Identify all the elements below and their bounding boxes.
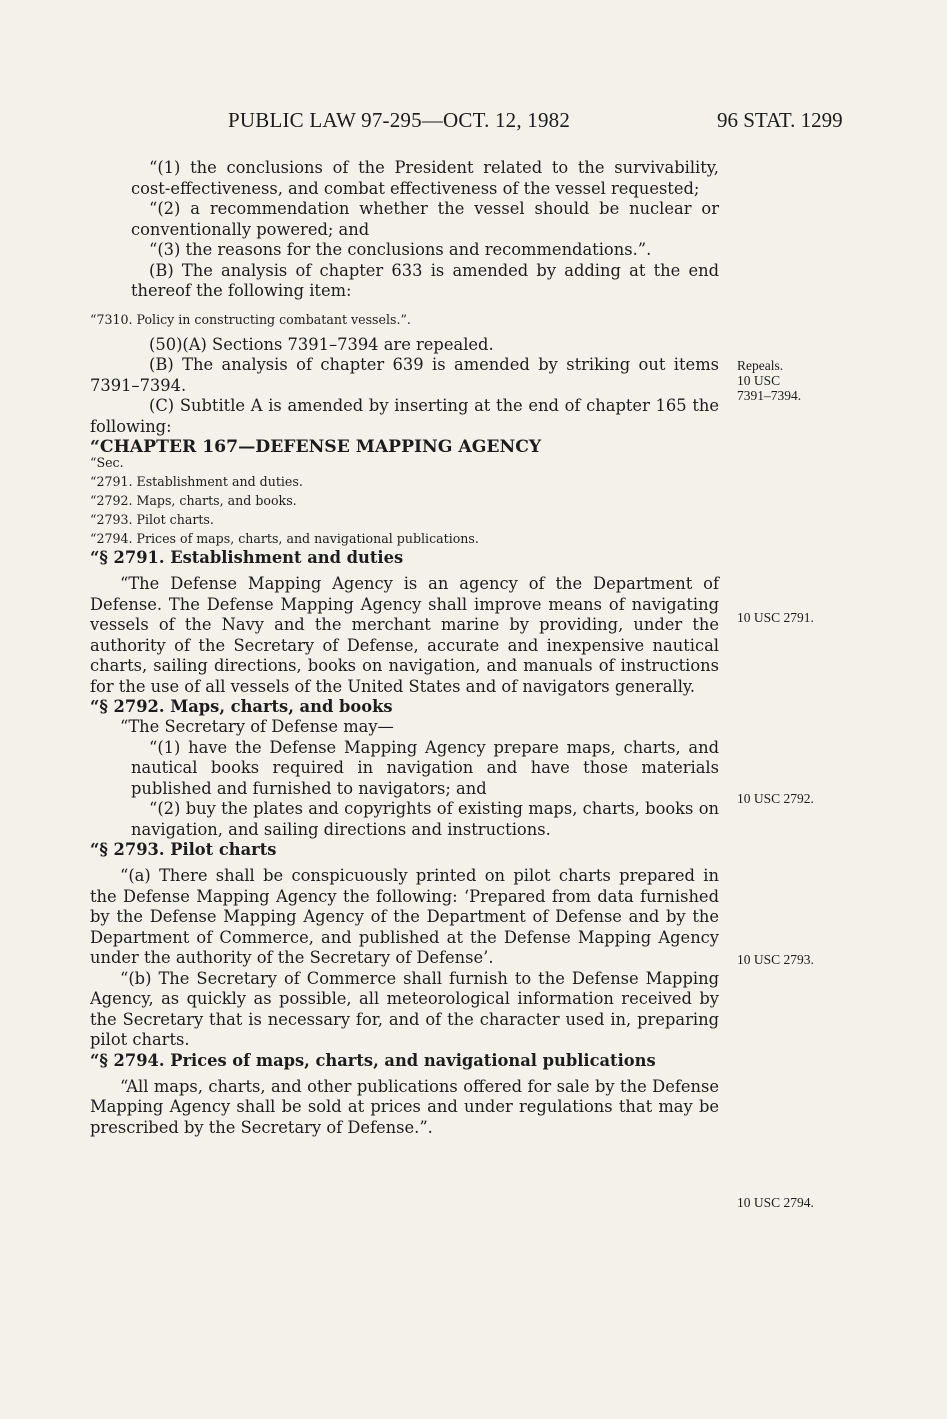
section-item-2792-2: “(2) buy the plates and copyrights of existing maps, charts, books on navigation, and sailing directions and instructions. [131,799,719,839]
section-text-2791: “The Defense Mapping Agency is an agency of the Department of Defense. The Defense Mapping Agency shall improve means of navigating vessels of the Navy and the merchant marine by providing, under the authority of the Secretary of Defense, accurate and inexpensive nautical charts, sailing directions, books on navigation, and manuals of instructions for the use of all vessels of the United States and of navigators generally. [90,574,719,696]
section-text-2793-a: “(a) There shall be conspicuously printed on pilot charts prepared in the Defense Mapping Agency the following: ‘Prepared from data furnished by the Defense Mapping Agency of the Department of Defense and by the Department of Commerce, and published at the Defense Mapping Agency under the authority of the Secretary of Defense’. [90,866,719,967]
margin-note-line: Repeals. [737,358,784,373]
section-text-2794: “All maps, charts, and other publications offered for sale by the Defense Mapping Agency shall be sold at prices and under regulations that may be prescribed by the Secretary of Defense.”. [90,1076,719,1137]
toc-item: “2793. Pilot charts. [90,512,214,527]
margin-note-2793: 10 USC 2793. [737,952,814,967]
paragraph-analysis-639: (B) The analysis of chapter 639 is amended by striking out items 7391–7394. [90,355,719,395]
page-stat-number: 96 STAT. 1299 [717,108,843,132]
section-text-2793-b: “(b) The Secretary of Commerce shall furnish to the Defense Mapping Agency, as quickly as possible, all meteorological information received by the Secretary that is necessary for, and of the character used in, preparing pilot charts. [90,968,719,1049]
running-header-title: PUBLIC LAW 97-295—OCT. 12, 1982 [228,108,571,132]
toc-item: “2791. Establishment and duties. [90,474,303,489]
paragraph-analysis-633: (B) The analysis of chapter 633 is amended by adding at the end thereof the following item: [131,260,719,300]
toc-sec-label: “Sec. [90,455,124,470]
margin-note-line: 10 USC [737,373,781,388]
margin-note-2791: 10 USC 2791. [737,610,814,625]
paragraph-recommendation: “(2) a recommendation whether the vessel should be nuclear or conventionally powered; and [131,199,719,239]
analysis-item-7310: “7310. Policy in constructing combatant vessels.”. [90,311,411,327]
section-item-2792-1: “(1) have the Defense Mapping Agency prepare maps, charts, and nautical books required in navigation and have those materials published and furnished to navigators; and [131,737,719,798]
margin-note-repeals [737,358,847,403]
paragraph-conclusions: “(1) the conclusions of the President related to the survivability, cost-effectiveness, and combat effectiveness of the vessel requested; [131,158,719,198]
toc-item: “2792. Maps, charts, and books. [90,493,297,508]
section-heading-2794: “§ 2794. Prices of maps, charts, and navigational publications [90,1050,656,1070]
toc-item: “2794. Prices of maps, charts, and navigational publications. [90,531,479,546]
paragraph-reasons: “(3) the reasons for the conclusions and recommendations.”. [149,240,652,259]
section-intro-2792: “The Secretary of Defense may— [120,717,394,736]
paragraph-sections-repealed: (50)(A) Sections 7391–7394 are repealed. [149,334,494,354]
margin-note-2794: 10 USC 2794. [737,1195,814,1210]
margin-note-line: 7391–7394. [737,388,802,403]
chapter-title: “CHAPTER 167—DEFENSE MAPPING AGENCY [90,437,542,457]
section-heading-2792: “§ 2792. Maps, charts, and books [90,697,393,716]
paragraph-subtitle-a: (C) Subtitle A is amended by inserting at the end of chapter 165 the following: [90,396,719,436]
section-heading-2793: “§ 2793. Pilot charts [90,840,277,859]
margin-note-2792: 10 USC 2792. [737,791,814,806]
section-heading-2791: “§ 2791. Establishment and duties [90,548,404,567]
body-text [90,158,719,1138]
